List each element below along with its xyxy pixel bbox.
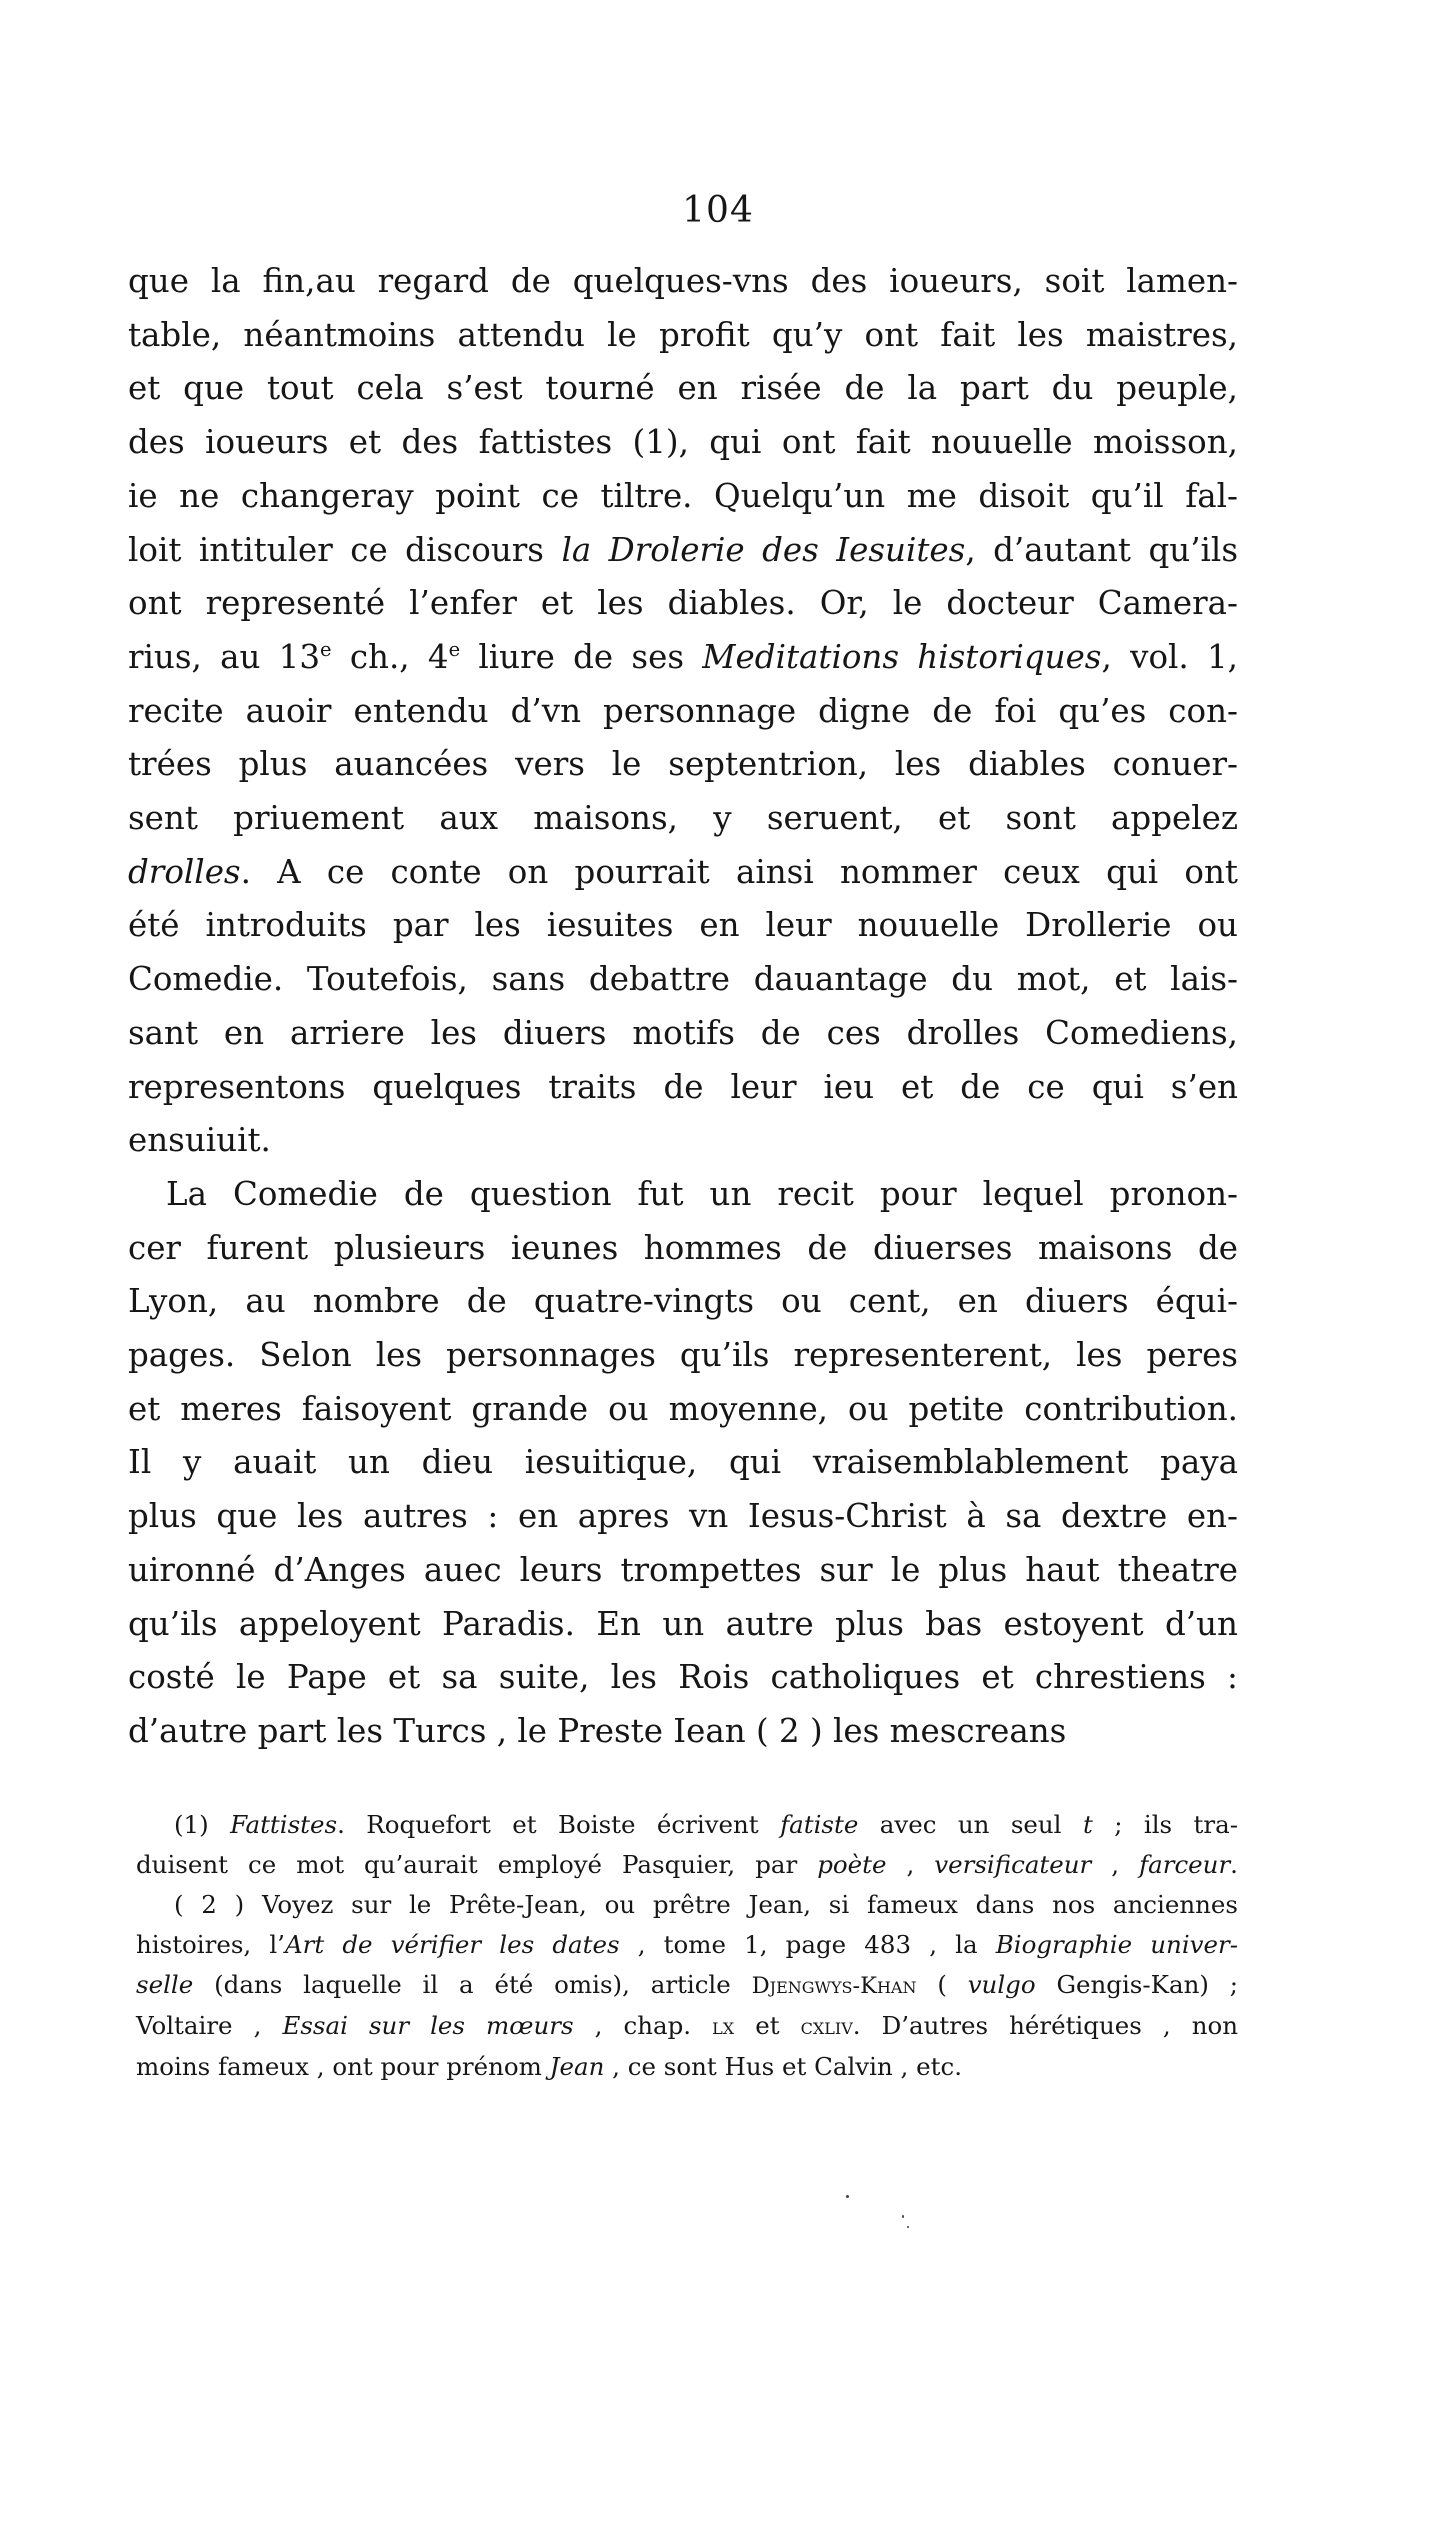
body-line (128, 1705, 1238, 1759)
body-text: Il y auait un dieu iesuitique, qui vraisemblablement paya (128, 1443, 1238, 1482)
footnote-line (136, 1925, 1238, 1965)
footnote-text: ; ils tra- (1092, 1810, 1238, 1839)
footnote-line (136, 1845, 1238, 1885)
body-line (128, 1061, 1238, 1115)
body-text: et que tout cela s’est tourné en risée de la part du peuple, (128, 369, 1238, 408)
body-line (128, 1383, 1238, 1437)
body-text: d’autre part les Turcs , le Preste Iean ( 2 ) les mescreans (128, 1711, 1067, 1750)
page-number: 104 (682, 190, 754, 231)
body-text: Lyon, au nombre de quatre-vingts ou cent, en diuers équi- (128, 1282, 1238, 1321)
footnote-text: selle (136, 1970, 194, 1999)
body-text: pages. Selon les personnages qu’ils representerent, les peres (128, 1336, 1238, 1375)
footnote-text: Fattistes (230, 1810, 338, 1839)
body-text: Meditations historiques (702, 637, 1102, 676)
body-text: ie ne changeray point ce tiltre. Quelqu’un me disoit qu’il fal- (128, 476, 1238, 515)
ink-speck (907, 2226, 909, 2228)
footnote-text: Art de vérifier les dates (284, 1930, 620, 1959)
footnote-text: histoires, l’ (136, 1930, 285, 1959)
footnote-text: Essai sur les mœurs (282, 2011, 574, 2040)
footnote-text: , (1091, 1850, 1140, 1879)
footnote-text: Jean (549, 2052, 605, 2081)
footnote-line (136, 1885, 1238, 1925)
body-line (128, 792, 1238, 846)
body-line (128, 685, 1238, 739)
footnote-line (136, 1805, 1238, 1845)
body-line (128, 255, 1238, 309)
body-line (128, 577, 1238, 631)
footnote-line (136, 2006, 1238, 2047)
body-text: uironné d’Anges auec leurs trompettes sur le plus haut theatre (128, 1550, 1238, 1589)
footnote-text: Biographie univer- (995, 1930, 1238, 1959)
body-text: plus que les autres : en apres vn Iesus-Christ à sa dextre en- (128, 1497, 1238, 1536)
body-text: drolles (128, 852, 241, 891)
body-line (128, 524, 1238, 578)
main-text (128, 255, 1238, 1759)
footnote-text: , tome 1, page 483 , la (619, 1930, 996, 1959)
footnote-text: ( 2 ) Voyez sur le Prête-Jean, ou prêtre Jean, si fameux dans nos anciennes (174, 1890, 1238, 1919)
body-text: Comedie. Toutefois, sans debattre dauantage du mot, et lais- (128, 960, 1238, 999)
body-text: e (448, 638, 461, 662)
footnote-text: et (734, 2011, 801, 2040)
body-line (128, 1598, 1238, 1652)
body-text: ensuiuit. (128, 1121, 271, 1160)
body-text: qu’ils appeloyent Paradis. En un autre plus bas estoyent d’un (128, 1604, 1238, 1643)
body-text: recite auoir entendu d’vn personnage digne de foi qu’es con- (128, 691, 1238, 730)
body-text: trées plus auancées vers le septentrion, les diables conuer- (128, 745, 1238, 784)
body-line (128, 631, 1238, 685)
body-line (128, 470, 1238, 524)
body-line (128, 1436, 1238, 1490)
footnote-text: farceur (1139, 1850, 1231, 1879)
body-line (128, 1544, 1238, 1598)
body-line (128, 1490, 1238, 1544)
body-line (128, 1007, 1238, 1061)
footnote-text: vulgo (967, 1970, 1036, 1999)
body-text: et meres faisoyent grande ou moyenne, ou petite contribution. (128, 1389, 1238, 1428)
ink-speck (846, 2195, 849, 2198)
body-line (128, 1222, 1238, 1276)
footnotes (136, 1805, 1238, 2087)
body-line (128, 362, 1238, 416)
ink-speck (902, 2215, 904, 2218)
body-line (128, 899, 1238, 953)
footnote-text: t (1082, 1810, 1093, 1839)
body-text: La Comedie de question fut un recit pour lequel pronon- (166, 1174, 1238, 1213)
body-line (128, 416, 1238, 470)
body-text: representons quelques traits de leur ieu et de ce qui s’en (128, 1067, 1238, 1106)
footnote-text: Djengwys-Khan (751, 1973, 917, 1999)
footnote-text: fatiste (780, 1810, 859, 1839)
body-line (128, 1114, 1238, 1168)
footnote-line (136, 1965, 1238, 2006)
body-text: table, néantmoins attendu le profit qu’y ont fait les maistres, (128, 315, 1238, 354)
body-text: la Drolerie des Iesuites (561, 530, 966, 569)
body-line (128, 738, 1238, 792)
body-text: sant en arriere les diuers motifs de ces drolles Comediens, (128, 1013, 1238, 1052)
footnote-line (136, 2047, 1238, 2087)
footnote-text: moins fameux , ont pour prénom (136, 2052, 550, 2081)
body-line (128, 309, 1238, 363)
footnote-text: . D’autres hérétiques , non (852, 2011, 1239, 2040)
body-line (128, 1168, 1238, 1222)
footnote-text: lx (712, 2014, 735, 2040)
footnote-text: poète (817, 1850, 887, 1879)
footnote-text: , chap. (573, 2011, 713, 2040)
body-text: e (320, 638, 332, 662)
footnote-text: . Roquefort et Boiste écrivent (337, 1810, 781, 1839)
body-text: rius, au 13 (128, 637, 321, 676)
body-text: , d’autant qu’ils (965, 530, 1238, 569)
footnote-text: Gengis-Kan) ; (1035, 1970, 1238, 1999)
body-text: été introduits par les iesuites en leur nouuelle Drollerie ou (128, 906, 1238, 945)
body-text: ont representé l’enfer et les diables. Or, le docteur Camera- (128, 584, 1238, 623)
body-text: cer furent plusieurs ieunes hommes de diuerses maisons de (128, 1228, 1238, 1267)
footnote-text: (1) (174, 1810, 231, 1839)
body-text: sent priuement aux maisons, y seruent, et sont appelez (128, 799, 1238, 838)
footnote-text: (dans laquelle il a été omis), article (193, 1970, 752, 1999)
body-line (128, 846, 1238, 900)
footnote-text: avec un seul (858, 1810, 1083, 1839)
footnote-text: . (1230, 1850, 1238, 1879)
footnote-text: ( (916, 1970, 968, 1999)
body-text: des ioueurs et des fattistes (1), qui ont fait nouuelle moisson, (128, 423, 1238, 462)
body-text: loit intituler ce discours (128, 530, 562, 569)
footnote-text: cxliv (800, 2014, 853, 2040)
body-text: , vol. 1, (1101, 637, 1238, 676)
footnote-text: duisent ce mot qu’aurait employé Pasquier, par (136, 1850, 818, 1879)
body-line (128, 1329, 1238, 1383)
body-text: . A ce conte on pourrait ainsi nommer ceux qui ont (240, 852, 1238, 891)
footnote-text: , (886, 1850, 935, 1879)
footnote-text: Voltaire , (136, 2011, 283, 2040)
footnote-text: versificateur (934, 1850, 1092, 1879)
footnote-text: , ce sont Hus et Calvin , etc. (604, 2052, 962, 2081)
body-line (128, 953, 1238, 1007)
body-line (128, 1651, 1238, 1705)
body-text: que la fin,au regard de quelques-vns des ioueurs, soit lamen- (128, 262, 1238, 300)
body-text: costé le Pape et sa suite, les Rois catholiques et chrestiens : (128, 1658, 1238, 1697)
body-line (128, 1275, 1238, 1329)
body-text: ch., 4 (331, 637, 449, 676)
body-text: liure de ses (460, 637, 703, 676)
